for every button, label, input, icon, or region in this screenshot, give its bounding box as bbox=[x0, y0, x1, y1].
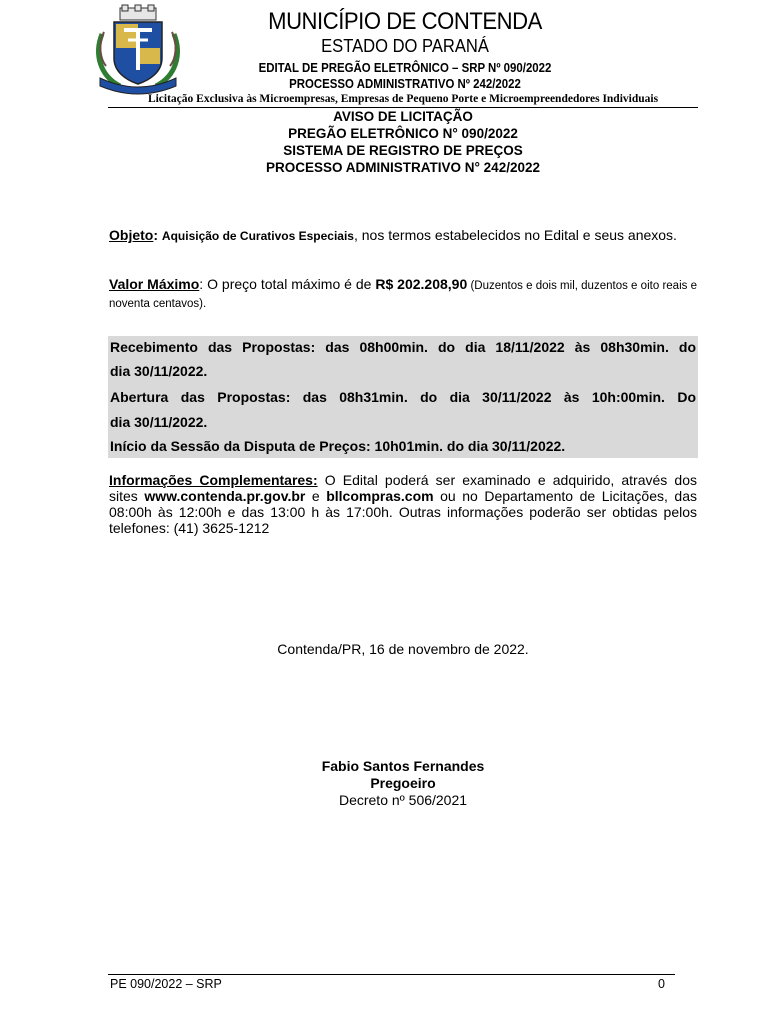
session-start-line: Início da Sessão da Disputa de Preços: 10h01min. do dia 30/11/2022. bbox=[110, 438, 566, 454]
coat-of-arms-icon bbox=[92, 4, 184, 96]
object-label: Objeto bbox=[109, 227, 154, 243]
max-value-text: : O preço total máximo é de bbox=[199, 276, 376, 292]
page-number: 0 bbox=[658, 977, 665, 991]
info-text-2: e bbox=[305, 488, 327, 504]
notice-srp: SISTEMA DE REGISTRO DE PREÇOS bbox=[283, 143, 523, 158]
state-subtitle: ESTADO DO PARANÁ bbox=[321, 36, 489, 56]
info-text-1: O Edital poderá ser examinado e adquirido, através dos sites bbox=[109, 472, 697, 504]
proposal-receipt-line: Recebimento das Propostas: das 08h00min. do dia 18/11/2022 às 08h30min. do bbox=[110, 339, 696, 355]
footer-divider bbox=[108, 974, 675, 975]
proposal-opening-line-cont: dia 30/11/2022. bbox=[110, 414, 208, 430]
website-link-bll[interactable]: bllcompras.com bbox=[326, 488, 434, 504]
website-link-contenda[interactable]: www.contenda.pr.gov.br bbox=[144, 488, 306, 504]
additional-info-paragraph bbox=[109, 472, 697, 536]
max-value-label: Valor Máximo bbox=[109, 276, 200, 292]
max-value-words: (Duzentos e dois mil, duzentos e oito reais e noventa centavos). bbox=[109, 280, 697, 310]
notice-pregao: PREGÃO ELETRÔNICO N° 090/2022 bbox=[288, 126, 518, 141]
process-line: PROCESSO ADMINISTRATIVO Nº 242/2022 bbox=[289, 76, 521, 91]
object-text: Aquisição de Curativos Especiais bbox=[161, 229, 354, 243]
proposal-opening-line: Abertura das Propostas: das 08h31min. do dia 30/11/2022 às 10h:00min. Do bbox=[110, 389, 696, 405]
max-value-paragraph bbox=[109, 276, 697, 312]
object-colon: : bbox=[153, 227, 159, 243]
edital-line: EDITAL DE PREGÃO ELETRÔNICO – SRP Nº 090/2022 bbox=[258, 60, 552, 75]
proposal-receipt-line-cont: dia 30/11/2022. bbox=[110, 363, 208, 379]
municipality-title: MUNICÍPIO DE CONTENDA bbox=[268, 8, 542, 35]
additional-info-label: Informações Complementares: bbox=[109, 472, 318, 488]
notice-process: PROCESSO ADMINISTRATIVO N° 242/2022 bbox=[266, 160, 540, 175]
signer-role: Pregoeiro bbox=[370, 775, 436, 791]
header-divider bbox=[108, 107, 698, 108]
city-date: Contenda/PR, 16 de novembro de 2022. bbox=[277, 641, 529, 657]
object-rest: , nos termos estabelecidos no Edital e seus anexos. bbox=[353, 227, 677, 243]
notice-title: AVISO DE LICITAÇÃO bbox=[333, 109, 473, 124]
exclusive-bidding-note: Licitação Exclusiva às Microempresas, Empresas de Pequeno Porte e Microempreendedores Individuais bbox=[147, 93, 659, 105]
signer-name: Fabio Santos Fernandes bbox=[321, 758, 485, 774]
footer-reference: PE 090/2022 – SRP bbox=[110, 977, 222, 991]
object-paragraph bbox=[109, 227, 697, 244]
max-value-amount: R$ 202.208,90 bbox=[375, 276, 468, 292]
signer-decree: Decreto nº 506/2021 bbox=[338, 792, 468, 808]
info-text-3: ou no Departamento de Licitações, das 08:00h às 12:00h e das 13:00 h às 17:00h. Outras informações poderão ser obtidas pelos telefones: (41) 3625-1212 bbox=[109, 488, 697, 536]
